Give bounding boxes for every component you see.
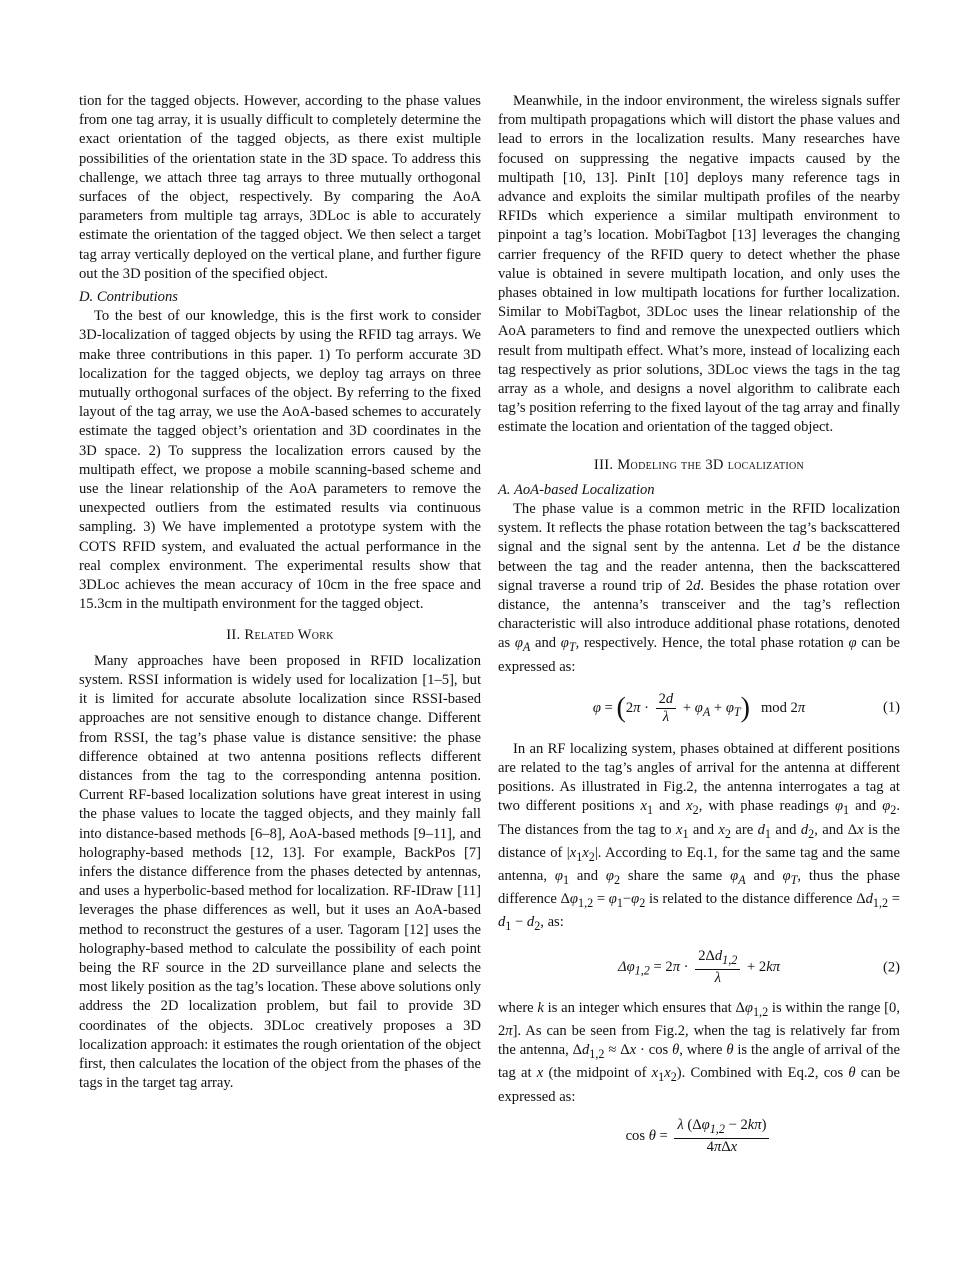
section-heading-modeling: III. Modeling the 3D localization [593, 456, 805, 473]
paragraph-related-work: Many approaches have been proposed in RFID localization system. RSSI information is widely used for localization [1–5], but it is limited for accurate absolute localization since RSSI-based approaches are not sensitive enough to distance change. Different from RSSI, the tag’s phase value is distance sensitive: the phase difference obtained at two antenna positions reflects different distances from the tag to the corresponding antenna position. Current RF-based localization solutions have great interest in using the phase values to locate the tagged objects, and they mainly fall into distance-based methods [6–8], AoA-based methods [9–11], and holography-based methods [12, 13]. For example, BackPos [7] infers the distance difference from the phases detected by antennas, and uses a hyperbolic-based method for localization. RF-IDraw [11] leverages the phase differences as well, but it uses an AoA-based method to reconstruct the gestures of a user. Tagoram [12] uses the holography-based method to calculate the possibility of each point being the RF source in the 2D surveillance plane and selects the most likely position as the tag’s location. These above solutions only address the 2D localization problem, but fail to provide 3D coordinates of the objects. 3DLoc creatively proposes a 3D localization approach: it estimates the rough orientation of the object first, then calculates the location of the object from the phases of the tags in the target tag array. [79, 652, 481, 1092]
equation-3: cos θ = $\frac{\lambda (\Delta\varphi_{1,2} - 2k\pi)}{\text{4πΔx}}$ [498, 1117, 900, 1156]
section-heading-related-work: II. Related Work [226, 627, 334, 644]
right-column [498, 92, 900, 1156]
equation-number-2: (2) [882, 958, 900, 975]
paragraph-rf-localizing: In an RF localizing system, phases obtained at different positions are related to the tag’s angles of arrival for the antenna at different positions. As illustrated in Fig.2, the antenna interrogates a tag at two different positions $x_1$ and $x_2$, with phase readings $\varphi_1$ and $\varphi_2$. The distances from the tag to $x_1$ and $x_2$ are $d_1$ and $d_2$, and Δx is the distance of $|x_1x_2|$. According to Eq.1, for the same tag and the same antenna, $\varphi_1$ and $\varphi_2$ share the same $\varphi_A$ and $\varphi_T$, thus the phase difference $\Delta\varphi_{1,2} = \varphi_1-\varphi_2$ is related to the distance difference $\Delta d_{1,2} = d_1 - d_2$, as: [498, 740, 900, 933]
paragraph-phase-value: The phase value is a common metric in the RFID localization system. It reflects the phase rotation between the tag’s backscattered signal and the signal sent by the antenna. Let d be the distance between the tag and the reader antenna, then the backscattered signal traverse a round trip of 2d. Besides the phase rotation over distance, the antenna’s transceiver and the tag’s reflection characteristic will also introduce additional phase rotations, denoted as $\varphi_A$ and $\varphi_T$, respectively. Hence, the total phase rotation φ can be expressed as: [498, 501, 901, 675]
equation-number-1: (1) [882, 699, 900, 716]
subsection-heading-aoa: A. AoA-based Localization [498, 481, 655, 498]
paragraph-orientation: tion for the tagged objects. However, according to the phase values from one tag array, it is usually difficult to completely determine the exact orientation of the tagged objects, as there exist multiple possibilities of the orientation state in the 3D space. To address this challenge, we attach three tag arrays to three mutually orthogonal surfaces of the object, respectively. By comparing the AoA parameters from multiple tag arrays, 3DLoc is able to accurately estimate the orientation of the tagged object. We then select a target tag array vertically deployed on the vertical plane, and further figure out the 3D position of the specified object. [79, 93, 481, 282]
left-column [79, 92, 481, 1093]
paragraph-multipath: Meanwhile, in the indoor environment, the wireless signals suffer from multipath propagations which will distort the phase values and lead to errors in the localization results. Many researches have focused on suppressing the negative impacts caused by the multipath [10, 13]. PinIt [10] deploys many reference tags in advance and exploits the similar multipath profiles of the nearby RFIDs which experience a similar multipath environment to pinpoint a tag’s location. MobiTagbot [13] leverages the changing carrier frequency of the RFID query to detect whether the phase value is obtained in severe multipath location, and only uses the phases obtained in low multipath locations for further localization. Similar to MobiTagbot, 3DLoc uses the linear relationship of the AoA parameters to find and remove the unexpected outliers which result from multipath effect. What’s more, instead of localizing each tag respectively as prior solutions, 3DLoc views the tags in the tag array as a whole, and designs a novel algorithm to calibrate each tag’s position referring to the fixed layout of the tag array and finally estimate the location and orientation of the tagged object. [498, 93, 901, 436]
paragraph-integer-k: where k is an integer which ensures that $\Delta\varphi_{1,2}$ is within the range [0, 2π]. As can be seen from Fig.2, when the tag is relatively far from the antenna, $\Delta d_{1,2} \approx \Delta x \cdot \cos \theta$, where θ is the angle of arrival of the tag at x (the midpoint of $x_1x_2$). Combined with Eq.2, cos θ can be expressed as: [498, 999, 900, 1105]
subsection-heading-contributions: D. Contributions [79, 289, 178, 306]
equation-1: φ = (2π · $\frac{2d}{\lambda}$ + $\varphi_A + \varphi_T$) mod 2π (1) [592, 690, 900, 725]
equation-2: $\Delta\varphi_{1,2} = 2\pi$ · $\frac{2\Delta d_{1,2}}{\lambda}$ + 2kπ (2) [617, 948, 900, 986]
paragraph-contributions: To the best of our knowledge, this is the first work to consider 3D-localization of tagged objects by using the RFID tag arrays. We make three contributions in this paper. 1) To perform accurate 3D localization for the tagged objects, we deploy tag arrays on three mutually orthogonal surfaces of the object. By referring to the fixed layout of the tag array, we use the AoA-based schemes to accurately estimate the tagged object’s orientation and 3D coordinates in the 3D space. 2) To suppress the localization errors caused by the multipath effect, we propose a mobile scanning-based scheme and use the linear relationship of the AoA parameters to remove the unexpected outliers from the estimated results via continuous sampling. 3) We have implemented a prototype system with the COTS RFID system, and evaluated the actual performance in the real complex environment. The experimental results show that 3DLoc achieves the mean accuracy of 10cm in the free space and 15.3cm in the multipath environment for the tagged object. [79, 308, 481, 613]
